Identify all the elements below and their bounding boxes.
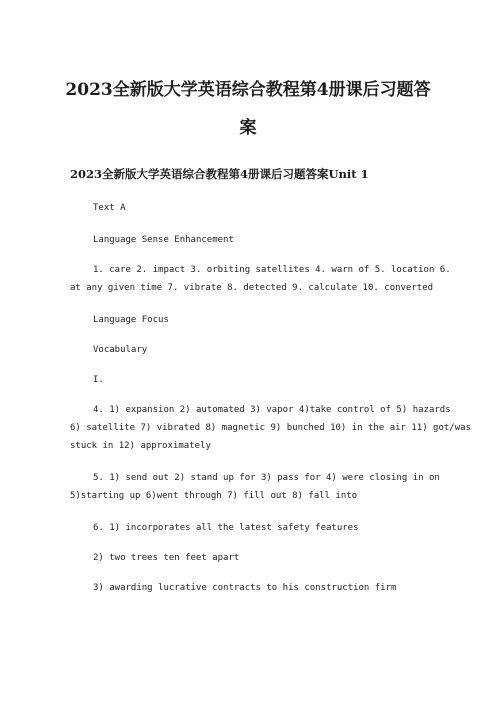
q6-answer-1: 6. 1) incorporates all the latest safety features bbox=[93, 523, 359, 533]
q6-answer-2: 2) two trees ten feet apart bbox=[93, 553, 240, 563]
language-focus-heading: Language Focus bbox=[93, 315, 169, 325]
q4-answers-line-2: 6) satellite 7) vibrated 8) magnetic 9) bunched 10) in the air 11) got/was bbox=[70, 423, 471, 433]
q4-answers-line-1: 4. 1) expansion 2) automated 3) vapor 4)take control of 5) hazards bbox=[93, 405, 451, 415]
lse-answers-line-2: at any given time 7. vibrate 8. detected 9. calculate 10. converted bbox=[70, 283, 434, 293]
q5-answers-line-1: 5. 1) send out 2) stand up for 3) pass for 4) were closing in on bbox=[93, 473, 440, 483]
text-a-label: Text A bbox=[93, 203, 126, 213]
section-heading: 2023全新版大学英语综合教程第4册课后习题答案Unit 1 bbox=[70, 167, 369, 181]
language-sense-heading: Language Sense Enhancement bbox=[93, 235, 234, 245]
section-roman-one: I. bbox=[93, 375, 104, 385]
document-title-line-2: 案 bbox=[239, 118, 257, 138]
q6-answer-3: 3) awarding lucrative contracts to his construction firm bbox=[93, 583, 397, 593]
lse-answers-line-1: 1. care 2. impact 3. orbiting satellites 4. warn of 5. location 6. bbox=[93, 265, 451, 275]
document-title-line-1: 2023全新版大学英语综合教程第4册课后习题答 bbox=[65, 80, 431, 100]
vocabulary-heading: Vocabulary bbox=[93, 345, 148, 355]
q4-answers-line-3: stuck in 12) approximately bbox=[70, 441, 211, 451]
q5-answers-line-2: 5)starting up 6)went through 7) fill out 8) fall into bbox=[70, 491, 358, 501]
